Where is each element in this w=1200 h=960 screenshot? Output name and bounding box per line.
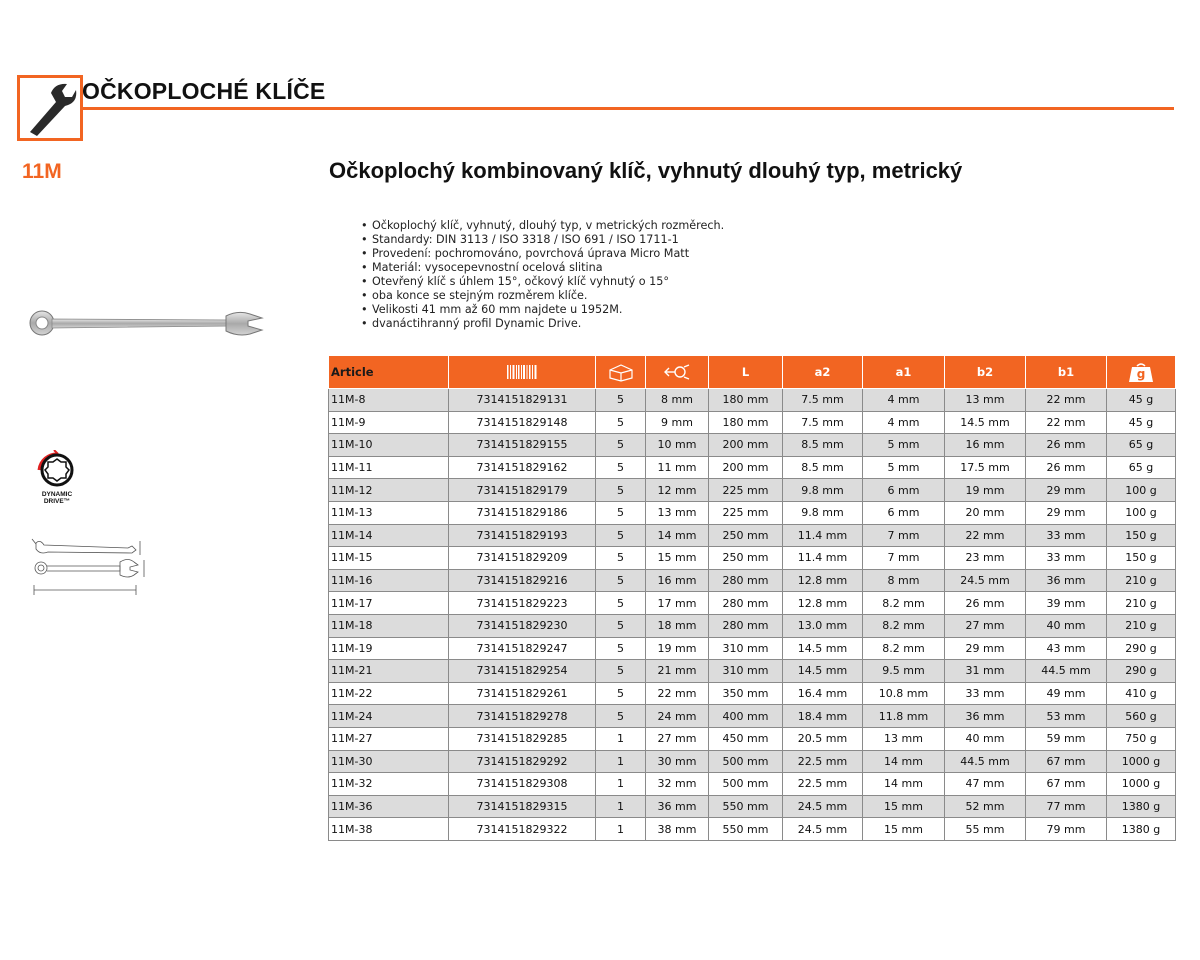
package-quantity-icon (607, 362, 635, 382)
column-header-b1: b1 (1026, 356, 1107, 389)
table-row (329, 592, 1176, 615)
cell-weight: 65 g (1107, 456, 1176, 479)
cell-ean: 7314151829148 (449, 411, 596, 434)
feature-item: • Otevřený klíč s úhlem 15°, očkový klíč vyhnutý o 15° (361, 275, 724, 289)
cell-size: 32 mm (646, 773, 709, 796)
cell-length: 350 mm (709, 682, 783, 705)
cell-pack-qty: 5 (596, 637, 646, 660)
cell-weight: 1380 g (1107, 795, 1176, 818)
cell-pack-qty: 5 (596, 411, 646, 434)
cell-b1: 59 mm (1026, 727, 1107, 750)
cell-weight: 290 g (1107, 660, 1176, 683)
cell-size: 15 mm (646, 547, 709, 570)
cell-a2: 8.5 mm (783, 456, 863, 479)
cell-b1: 67 mm (1026, 773, 1107, 796)
cell-b1: 26 mm (1026, 434, 1107, 457)
cell-b2: 44.5 mm (945, 750, 1026, 773)
table-row (329, 660, 1176, 683)
cell-article: 11M-21 (329, 660, 449, 683)
column-header-ean (449, 356, 596, 389)
cell-a2: 9.8 mm (783, 479, 863, 502)
wrench-size-icon (663, 362, 691, 382)
cell-article: 11M-24 (329, 705, 449, 728)
cell-length: 200 mm (709, 434, 783, 457)
cell-b1: 77 mm (1026, 795, 1107, 818)
feature-item: • Velikosti 41 mm až 60 mm najdete u 1952M. (361, 303, 724, 317)
feature-item: • Materiál: vysocepevnostní ocelová slitina (361, 261, 724, 275)
cell-b1: 39 mm (1026, 592, 1107, 615)
cell-a2: 7.5 mm (783, 389, 863, 412)
cell-a1: 9.5 mm (863, 660, 945, 683)
cell-article: 11M-15 (329, 547, 449, 570)
cell-article: 11M-36 (329, 795, 449, 818)
cell-length: 225 mm (709, 479, 783, 502)
cell-a1: 4 mm (863, 411, 945, 434)
cell-weight: 65 g (1107, 434, 1176, 457)
cell-a1: 4 mm (863, 389, 945, 412)
cell-pack-qty: 5 (596, 660, 646, 683)
cell-b2: 52 mm (945, 795, 1026, 818)
table-row (329, 524, 1176, 547)
adjustable-wrench-icon (20, 78, 80, 138)
cell-size: 27 mm (646, 727, 709, 750)
product-title: Očkoplochý kombinovaný klíč, vyhnutý dlouhý typ, metrický (329, 158, 963, 183)
cell-a1: 8.2 mm (863, 592, 945, 615)
cell-pack-qty: 5 (596, 456, 646, 479)
table-row (329, 637, 1176, 660)
cell-ean: 7314151829223 (449, 592, 596, 615)
cell-length: 310 mm (709, 637, 783, 660)
table-row (329, 456, 1176, 479)
cell-a1: 15 mm (863, 818, 945, 841)
column-header-length: L (709, 356, 783, 389)
cell-ean: 7314151829292 (449, 750, 596, 773)
cell-ean: 7314151829230 (449, 614, 596, 637)
cell-b2: 16 mm (945, 434, 1026, 457)
barcode-icon (507, 365, 537, 379)
cell-weight: 750 g (1107, 727, 1176, 750)
cell-pack-qty: 5 (596, 434, 646, 457)
cell-ean: 7314151829261 (449, 682, 596, 705)
cell-a2: 14.5 mm (783, 637, 863, 660)
table-row (329, 411, 1176, 434)
cell-b1: 33 mm (1026, 524, 1107, 547)
product-code: 11M (22, 160, 62, 183)
category-logo (17, 75, 83, 141)
cell-article: 11M-9 (329, 411, 449, 434)
cell-b1: 29 mm (1026, 479, 1107, 502)
cell-weight: 150 g (1107, 547, 1176, 570)
cell-ean: 7314151829254 (449, 660, 596, 683)
cell-b2: 24.5 mm (945, 569, 1026, 592)
cell-pack-qty: 1 (596, 795, 646, 818)
column-header-a2: a2 (783, 356, 863, 389)
cell-article: 11M-14 (329, 524, 449, 547)
cell-weight: 290 g (1107, 637, 1176, 660)
column-header-a1: a1 (863, 356, 945, 389)
table-row (329, 750, 1176, 773)
feature-item: • Standardy: DIN 3113 / ISO 3318 / ISO 691 / ISO 1711-1 (361, 233, 724, 247)
cell-b2: 22 mm (945, 524, 1026, 547)
cell-a1: 6 mm (863, 479, 945, 502)
cell-size: 9 mm (646, 411, 709, 434)
badge-line2: DRIVE™ (43, 498, 71, 505)
cell-a1: 13 mm (863, 727, 945, 750)
cell-b2: 27 mm (945, 614, 1026, 637)
cell-b2: 36 mm (945, 705, 1026, 728)
cell-size: 19 mm (646, 637, 709, 660)
cell-ean: 7314151829162 (449, 456, 596, 479)
cell-a1: 7 mm (863, 547, 945, 570)
cell-b2: 33 mm (945, 682, 1026, 705)
cell-a2: 24.5 mm (783, 818, 863, 841)
cell-a2: 8.5 mm (783, 434, 863, 457)
cell-article: 11M-8 (329, 389, 449, 412)
cell-length: 180 mm (709, 411, 783, 434)
cell-length: 550 mm (709, 818, 783, 841)
cell-b1: 44.5 mm (1026, 660, 1107, 683)
cell-weight: 410 g (1107, 682, 1176, 705)
cell-article: 11M-16 (329, 569, 449, 592)
cell-b1: 29 mm (1026, 501, 1107, 524)
cell-article: 11M-22 (329, 682, 449, 705)
cell-weight: 1000 g (1107, 773, 1176, 796)
category-title: OČKOPLOCHÉ KLÍČE (82, 78, 326, 104)
cell-a1: 6 mm (863, 501, 945, 524)
cell-article: 11M-13 (329, 501, 449, 524)
product-image (26, 306, 264, 342)
table-row (329, 569, 1176, 592)
cell-b2: 14.5 mm (945, 411, 1026, 434)
cell-a1: 8.2 mm (863, 614, 945, 637)
cell-b1: 67 mm (1026, 750, 1107, 773)
cell-pack-qty: 5 (596, 705, 646, 728)
cell-size: 24 mm (646, 705, 709, 728)
cell-b2: 26 mm (945, 592, 1026, 615)
table-row (329, 614, 1176, 637)
cell-a1: 14 mm (863, 750, 945, 773)
cell-pack-qty: 5 (596, 479, 646, 502)
cell-a2: 20.5 mm (783, 727, 863, 750)
weight-icon (1128, 361, 1154, 383)
cell-article: 11M-12 (329, 479, 449, 502)
table-row (329, 547, 1176, 570)
cell-ean: 7314151829186 (449, 501, 596, 524)
cell-size: 14 mm (646, 524, 709, 547)
cell-a1: 8.2 mm (863, 637, 945, 660)
cell-weight: 210 g (1107, 569, 1176, 592)
cell-pack-qty: 1 (596, 773, 646, 796)
column-header-article: Article (329, 356, 449, 389)
cell-b1: 79 mm (1026, 818, 1107, 841)
cell-article: 11M-38 (329, 818, 449, 841)
dimension-drawing (28, 535, 150, 599)
cell-b1: 22 mm (1026, 389, 1107, 412)
cell-ean: 7314151829179 (449, 479, 596, 502)
cell-a2: 13.0 mm (783, 614, 863, 637)
cell-a1: 11.8 mm (863, 705, 945, 728)
badge-line1: DYNAMIC (41, 491, 73, 498)
category-divider (82, 107, 1174, 110)
cell-length: 550 mm (709, 795, 783, 818)
cell-pack-qty: 5 (596, 524, 646, 547)
column-header-b2: b2 (945, 356, 1026, 389)
cell-weight: 1000 g (1107, 750, 1176, 773)
cell-a2: 24.5 mm (783, 795, 863, 818)
cell-pack-qty: 1 (596, 727, 646, 750)
cell-a2: 22.5 mm (783, 773, 863, 796)
cell-b2: 19 mm (945, 479, 1026, 502)
cell-b2: 40 mm (945, 727, 1026, 750)
cell-size: 16 mm (646, 569, 709, 592)
cell-size: 10 mm (646, 434, 709, 457)
cell-weight: 45 g (1107, 411, 1176, 434)
cell-b2: 20 mm (945, 501, 1026, 524)
cell-b2: 23 mm (945, 547, 1026, 570)
cell-size: 12 mm (646, 479, 709, 502)
cell-weight: 100 g (1107, 479, 1176, 502)
cell-a1: 5 mm (863, 456, 945, 479)
cell-a1: 10.8 mm (863, 682, 945, 705)
cell-length: 250 mm (709, 524, 783, 547)
cell-weight: 210 g (1107, 592, 1176, 615)
cell-length: 500 mm (709, 750, 783, 773)
cell-article: 11M-32 (329, 773, 449, 796)
cell-article: 11M-27 (329, 727, 449, 750)
cell-b2: 47 mm (945, 773, 1026, 796)
column-header-size (646, 356, 709, 389)
cell-size: 13 mm (646, 501, 709, 524)
table-row (329, 795, 1176, 818)
table-row (329, 682, 1176, 705)
table-row (329, 818, 1176, 841)
feature-item: • Očkoplochý klíč, vyhnutý, dlouhý typ, v metrických rozměrech. (361, 219, 724, 233)
cell-a2: 12.8 mm (783, 592, 863, 615)
cell-article: 11M-19 (329, 637, 449, 660)
cell-size: 8 mm (646, 389, 709, 412)
cell-ean: 7314151829131 (449, 389, 596, 412)
spec-table (328, 355, 1176, 841)
cell-b1: 49 mm (1026, 682, 1107, 705)
cell-length: 225 mm (709, 501, 783, 524)
feature-item: • dvanáctihranný profil Dynamic Drive. (361, 317, 724, 331)
spec-table-body (329, 389, 1176, 841)
cell-pack-qty: 5 (596, 592, 646, 615)
column-header-pack (596, 356, 646, 389)
table-row (329, 434, 1176, 457)
cell-b2: 31 mm (945, 660, 1026, 683)
feature-item: • Provedení: pochromováno, povrchová úprava Micro Matt (361, 247, 724, 261)
cell-length: 280 mm (709, 592, 783, 615)
cell-b2: 13 mm (945, 389, 1026, 412)
cell-ean: 7314151829247 (449, 637, 596, 660)
cell-b2: 29 mm (945, 637, 1026, 660)
cell-article: 11M-17 (329, 592, 449, 615)
cell-article: 11M-18 (329, 614, 449, 637)
cell-size: 21 mm (646, 660, 709, 683)
cell-pack-qty: 1 (596, 818, 646, 841)
cell-ean: 7314151829155 (449, 434, 596, 457)
cell-ean: 7314151829209 (449, 547, 596, 570)
cell-a2: 11.4 mm (783, 547, 863, 570)
cell-a1: 15 mm (863, 795, 945, 818)
table-row (329, 501, 1176, 524)
cell-a2: 18.4 mm (783, 705, 863, 728)
cell-weight: 100 g (1107, 501, 1176, 524)
cell-length: 400 mm (709, 705, 783, 728)
cell-length: 200 mm (709, 456, 783, 479)
cell-pack-qty: 5 (596, 614, 646, 637)
cell-b2: 17.5 mm (945, 456, 1026, 479)
cell-size: 22 mm (646, 682, 709, 705)
cell-length: 500 mm (709, 773, 783, 796)
cell-weight: 45 g (1107, 389, 1176, 412)
table-row (329, 727, 1176, 750)
cell-ean: 7314151829315 (449, 795, 596, 818)
cell-ean: 7314151829285 (449, 727, 596, 750)
cell-size: 17 mm (646, 592, 709, 615)
table-row (329, 479, 1176, 502)
cell-pack-qty: 5 (596, 682, 646, 705)
cell-b1: 22 mm (1026, 411, 1107, 434)
cell-ean: 7314151829322 (449, 818, 596, 841)
table-row (329, 773, 1176, 796)
cell-a1: 8 mm (863, 569, 945, 592)
cell-a2: 14.5 mm (783, 660, 863, 683)
feature-list (361, 219, 724, 331)
cell-size: 18 mm (646, 614, 709, 637)
cell-article: 11M-30 (329, 750, 449, 773)
cell-b1: 43 mm (1026, 637, 1107, 660)
cell-a2: 9.8 mm (783, 501, 863, 524)
cell-weight: 1380 g (1107, 818, 1176, 841)
cell-a1: 14 mm (863, 773, 945, 796)
cell-article: 11M-11 (329, 456, 449, 479)
cell-b1: 36 mm (1026, 569, 1107, 592)
cell-length: 450 mm (709, 727, 783, 750)
cell-ean: 7314151829278 (449, 705, 596, 728)
cell-a1: 5 mm (863, 434, 945, 457)
cell-a1: 7 mm (863, 524, 945, 547)
cell-b2: 55 mm (945, 818, 1026, 841)
cell-pack-qty: 1 (596, 750, 646, 773)
cell-a2: 16.4 mm (783, 682, 863, 705)
cell-article: 11M-10 (329, 434, 449, 457)
cell-length: 180 mm (709, 389, 783, 412)
cell-size: 30 mm (646, 750, 709, 773)
table-header-row (329, 356, 1176, 389)
cell-size: 11 mm (646, 456, 709, 479)
cell-weight: 150 g (1107, 524, 1176, 547)
cell-pack-qty: 5 (596, 501, 646, 524)
cell-size: 38 mm (646, 818, 709, 841)
cell-a2: 11.4 mm (783, 524, 863, 547)
cell-length: 280 mm (709, 614, 783, 637)
cell-a2: 12.8 mm (783, 569, 863, 592)
feature-item: • oba konce se stejným rozměrem klíče. (361, 289, 724, 303)
dynamic-drive-badge (30, 450, 85, 508)
cell-length: 310 mm (709, 660, 783, 683)
cell-pack-qty: 5 (596, 569, 646, 592)
cell-b1: 33 mm (1026, 547, 1107, 570)
cell-b1: 53 mm (1026, 705, 1107, 728)
cell-size: 36 mm (646, 795, 709, 818)
column-header-weight (1107, 356, 1176, 389)
cell-b1: 40 mm (1026, 614, 1107, 637)
table-row (329, 705, 1176, 728)
cell-pack-qty: 5 (596, 547, 646, 570)
weight-unit-label: g (1136, 367, 1146, 381)
table-row (329, 389, 1176, 412)
cell-ean: 7314151829193 (449, 524, 596, 547)
cell-length: 280 mm (709, 569, 783, 592)
cell-weight: 210 g (1107, 614, 1176, 637)
cell-ean: 7314151829216 (449, 569, 596, 592)
cell-length: 250 mm (709, 547, 783, 570)
cell-b1: 26 mm (1026, 456, 1107, 479)
cell-a2: 7.5 mm (783, 411, 863, 434)
cell-pack-qty: 5 (596, 389, 646, 412)
cell-weight: 560 g (1107, 705, 1176, 728)
cell-a2: 22.5 mm (783, 750, 863, 773)
cell-ean: 7314151829308 (449, 773, 596, 796)
